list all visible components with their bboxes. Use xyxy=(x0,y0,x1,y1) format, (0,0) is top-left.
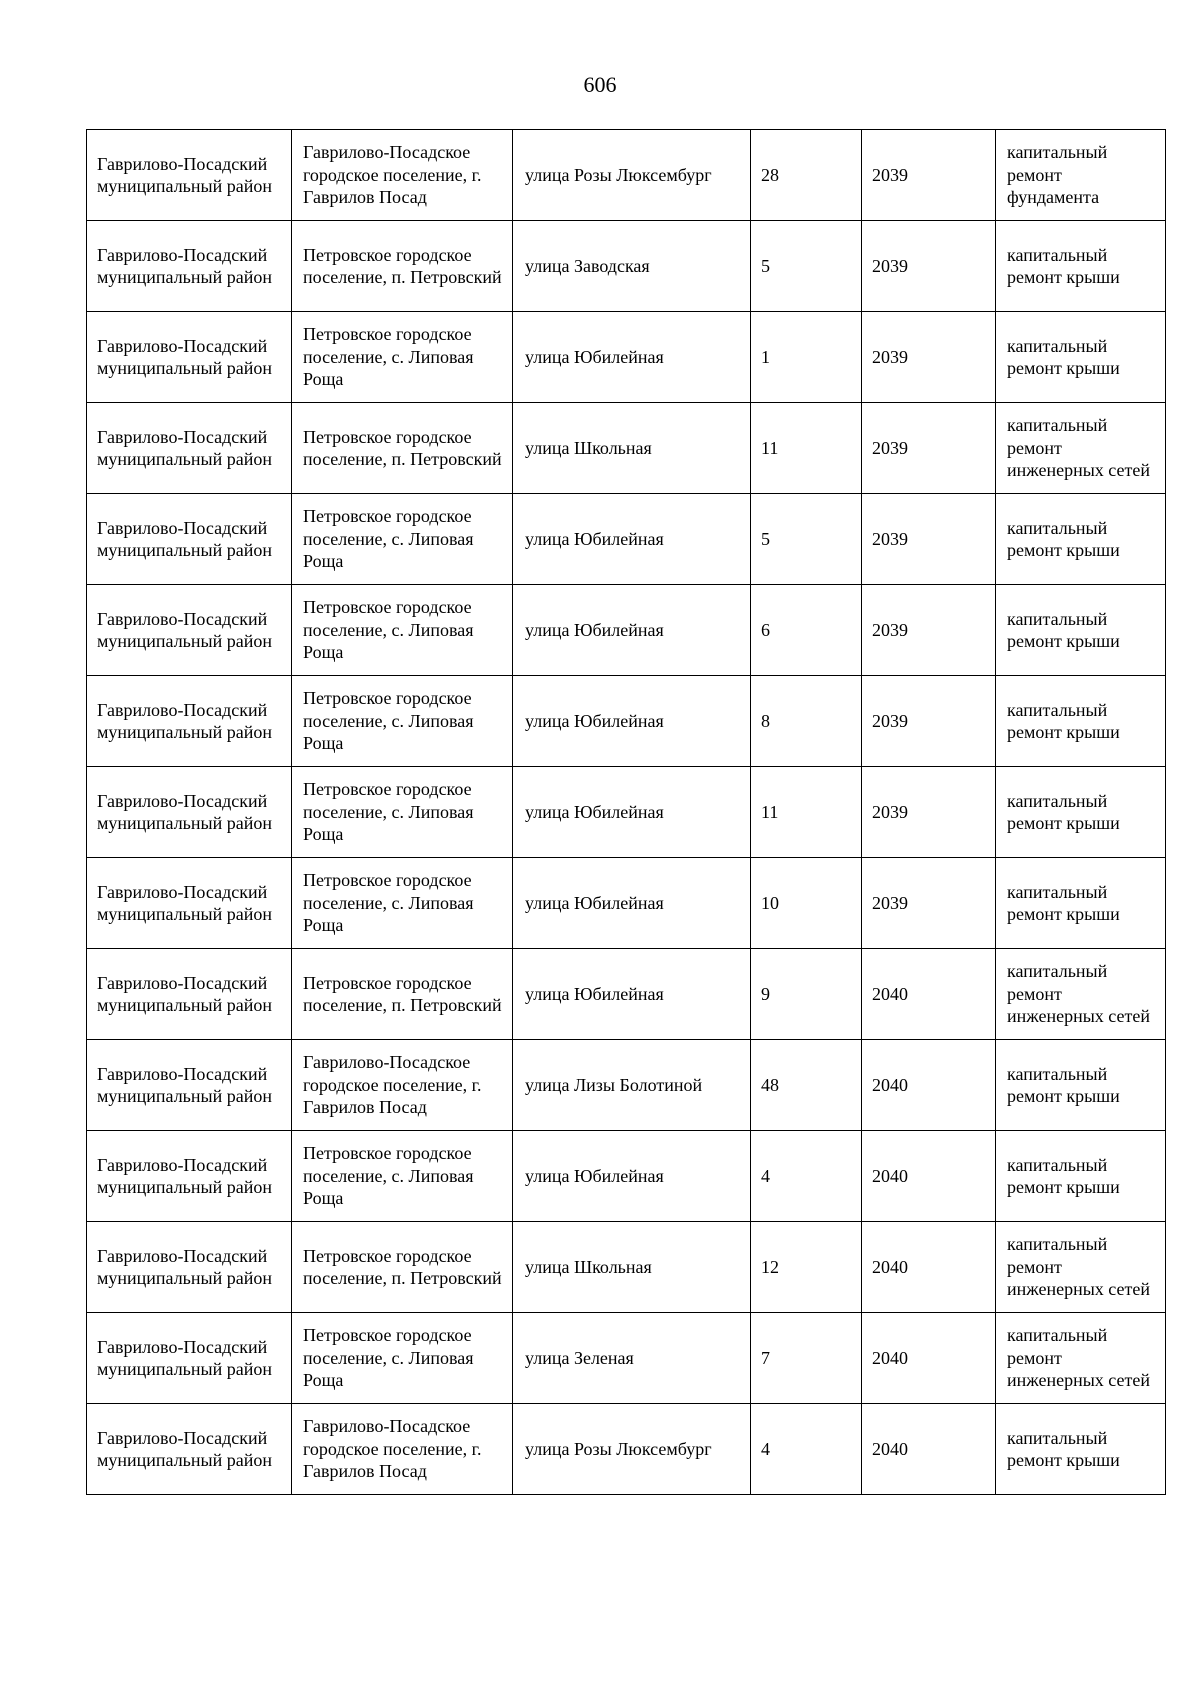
house-number-cell: 9 xyxy=(751,949,862,1040)
table-row xyxy=(87,403,1166,494)
street-cell: улица Юбилейная xyxy=(513,1131,751,1222)
street-cell: улица Юбилейная xyxy=(513,949,751,1040)
work-type-cell: капитальный ремонт крыши xyxy=(996,312,1166,403)
settlement-cell: Петровское городское поселение, с. Липовая Роща xyxy=(292,1313,513,1404)
table-body xyxy=(87,130,1166,1495)
house-number-cell: 5 xyxy=(751,221,862,312)
street-cell: улица Юбилейная xyxy=(513,312,751,403)
house-number-cell: 1 xyxy=(751,312,862,403)
house-number-cell: 6 xyxy=(751,585,862,676)
table-row xyxy=(87,858,1166,949)
table-row xyxy=(87,676,1166,767)
table-row xyxy=(87,767,1166,858)
house-number-cell: 12 xyxy=(751,1222,862,1313)
table-row xyxy=(87,1040,1166,1131)
settlement-cell: Гаврилово-Посадское городское поселение, г. Гаврилов Посад xyxy=(292,1404,513,1495)
table-row xyxy=(87,1222,1166,1313)
work-type-cell: капитальный ремонт инженерных сетей xyxy=(996,403,1166,494)
work-type-cell: капитальный ремонт крыши xyxy=(996,676,1166,767)
year-cell: 2039 xyxy=(862,130,996,221)
table-row xyxy=(87,1404,1166,1495)
street-cell: улица Лизы Болотиной xyxy=(513,1040,751,1131)
settlement-cell: Петровское городское поселение, п. Петровский xyxy=(292,1222,513,1313)
district-cell: Гаврилово-Посадский муниципальный район xyxy=(87,1131,292,1222)
district-cell: Гаврилово-Посадский муниципальный район xyxy=(87,403,292,494)
street-cell: улица Зеленая xyxy=(513,1313,751,1404)
district-cell: Гаврилово-Посадский муниципальный район xyxy=(87,1040,292,1131)
house-number-cell: 5 xyxy=(751,494,862,585)
settlement-cell: Гаврилово-Посадское городское поселение, г. Гаврилов Посад xyxy=(292,1040,513,1131)
street-cell: улица Юбилейная xyxy=(513,585,751,676)
table-row xyxy=(87,1131,1166,1222)
house-number-cell: 8 xyxy=(751,676,862,767)
district-cell: Гаврилово-Посадский муниципальный район xyxy=(87,767,292,858)
street-cell: улица Розы Люксембург xyxy=(513,130,751,221)
settlement-cell: Петровское городское поселение, п. Петровский xyxy=(292,403,513,494)
district-cell: Гаврилово-Посадский муниципальный район xyxy=(87,494,292,585)
house-number-cell: 28 xyxy=(751,130,862,221)
table-row xyxy=(87,494,1166,585)
work-type-cell: капитальный ремонт инженерных сетей xyxy=(996,949,1166,1040)
year-cell: 2039 xyxy=(862,767,996,858)
table-row xyxy=(87,130,1166,221)
house-number-cell: 7 xyxy=(751,1313,862,1404)
district-cell: Гаврилово-Посадский муниципальный район xyxy=(87,221,292,312)
work-type-cell: капитальный ремонт крыши xyxy=(996,585,1166,676)
district-cell: Гаврилово-Посадский муниципальный район xyxy=(87,1404,292,1495)
year-cell: 2039 xyxy=(862,403,996,494)
work-type-cell: капитальный ремонт инженерных сетей xyxy=(996,1222,1166,1313)
house-number-cell: 11 xyxy=(751,767,862,858)
year-cell: 2039 xyxy=(862,585,996,676)
year-cell: 2040 xyxy=(862,1222,996,1313)
settlement-cell: Петровское городское поселение, п. Петровский xyxy=(292,949,513,1040)
street-cell: улица Розы Люксембург xyxy=(513,1404,751,1495)
street-cell: улица Юбилейная xyxy=(513,676,751,767)
work-type-cell: капитальный ремонт крыши xyxy=(996,221,1166,312)
work-type-cell: капитальный ремонт крыши xyxy=(996,767,1166,858)
district-cell: Гаврилово-Посадский муниципальный район xyxy=(87,858,292,949)
work-type-cell: капитальный ремонт фундамента xyxy=(996,130,1166,221)
work-type-cell: капитальный ремонт крыши xyxy=(996,1040,1166,1131)
house-number-cell: 10 xyxy=(751,858,862,949)
settlement-cell: Петровское городское поселение, с. Липовая Роща xyxy=(292,494,513,585)
year-cell: 2039 xyxy=(862,494,996,585)
table-row xyxy=(87,949,1166,1040)
settlement-cell: Гаврилово-Посадское городское поселение, г. Гаврилов Посад xyxy=(292,130,513,221)
street-cell: улица Юбилейная xyxy=(513,494,751,585)
house-number-cell: 4 xyxy=(751,1404,862,1495)
street-cell: улица Юбилейная xyxy=(513,767,751,858)
district-cell: Гаврилово-Посадский муниципальный район xyxy=(87,1222,292,1313)
settlement-cell: Петровское городское поселение, с. Липовая Роща xyxy=(292,676,513,767)
settlement-cell: Петровское городское поселение, п. Петровский xyxy=(292,221,513,312)
street-cell: улица Школьная xyxy=(513,403,751,494)
work-type-cell: капитальный ремонт крыши xyxy=(996,494,1166,585)
house-number-cell: 11 xyxy=(751,403,862,494)
house-number-cell: 48 xyxy=(751,1040,862,1131)
street-cell: улица Юбилейная xyxy=(513,858,751,949)
house-number-cell: 4 xyxy=(751,1131,862,1222)
table-row xyxy=(87,312,1166,403)
work-type-cell: капитальный ремонт крыши xyxy=(996,1131,1166,1222)
district-cell: Гаврилово-Посадский муниципальный район xyxy=(87,949,292,1040)
year-cell: 2040 xyxy=(862,949,996,1040)
district-cell: Гаврилово-Посадский муниципальный район xyxy=(87,312,292,403)
settlement-cell: Петровское городское поселение, с. Липовая Роща xyxy=(292,1131,513,1222)
table-row xyxy=(87,1313,1166,1404)
district-cell: Гаврилово-Посадский муниципальный район xyxy=(87,585,292,676)
year-cell: 2039 xyxy=(862,858,996,949)
year-cell: 2039 xyxy=(862,312,996,403)
table-row xyxy=(87,221,1166,312)
year-cell: 2040 xyxy=(862,1040,996,1131)
year-cell: 2040 xyxy=(862,1131,996,1222)
year-cell: 2040 xyxy=(862,1404,996,1495)
work-type-cell: капитальный ремонт инженерных сетей xyxy=(996,1313,1166,1404)
district-cell: Гаврилово-Посадский муниципальный район xyxy=(87,1313,292,1404)
street-cell: улица Школьная xyxy=(513,1222,751,1313)
year-cell: 2039 xyxy=(862,676,996,767)
page-number: 606 xyxy=(583,72,617,97)
district-cell: Гаврилово-Посадский муниципальный район xyxy=(87,676,292,767)
street-cell: улица Заводская xyxy=(513,221,751,312)
settlement-cell: Петровское городское поселение, с. Липовая Роща xyxy=(292,767,513,858)
settlement-cell: Петровское городское поселение, с. Липовая Роща xyxy=(292,585,513,676)
year-cell: 2040 xyxy=(862,1313,996,1404)
settlement-cell: Петровское городское поселение, с. Липовая Роща xyxy=(292,312,513,403)
work-type-cell: капитальный ремонт крыши xyxy=(996,858,1166,949)
table-row xyxy=(87,585,1166,676)
settlement-cell: Петровское городское поселение, с. Липовая Роща xyxy=(292,858,513,949)
district-cell: Гаврилово-Посадский муниципальный район xyxy=(87,130,292,221)
work-type-cell: капитальный ремонт крыши xyxy=(996,1404,1166,1495)
year-cell: 2039 xyxy=(862,221,996,312)
repair-schedule-table xyxy=(86,129,1166,1495)
